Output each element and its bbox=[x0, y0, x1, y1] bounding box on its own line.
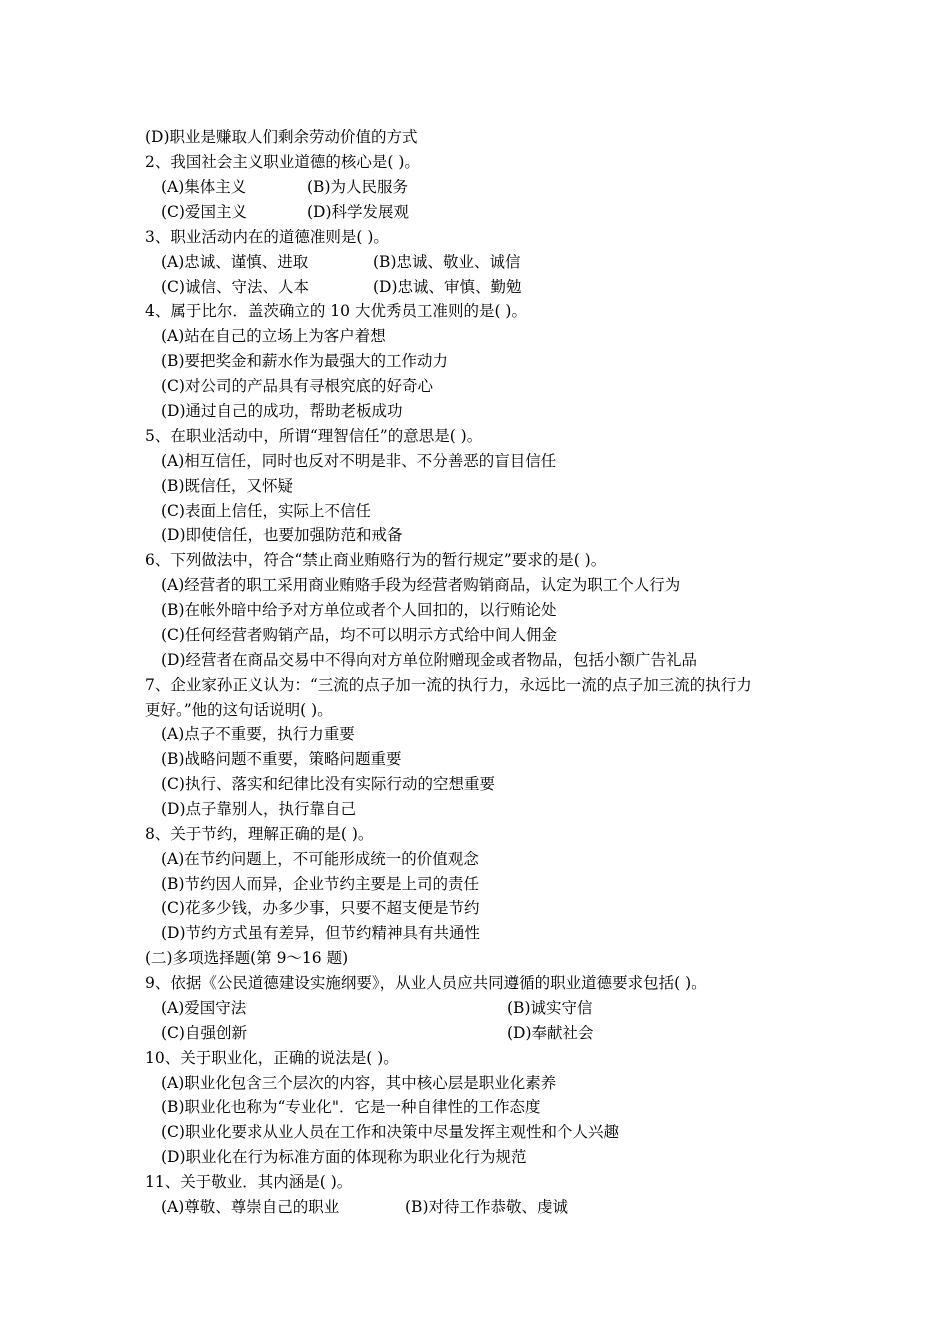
option-line: (B)要把奖金和薪水作为最强大的工作动力 bbox=[161, 352, 448, 370]
option-line: (D)经营者在商品交易中不得向对方单位附赠现金或者物品，包括小额广告礼品 bbox=[161, 651, 698, 669]
option-line: (D)忠诚、审慎、勤勉 bbox=[373, 278, 522, 296]
option-line: (D)通过自己的成功，帮助老板成功 bbox=[161, 402, 403, 420]
option-line: (D)节约方式虽有差异，但节约精神具有共通性 bbox=[161, 924, 481, 942]
question-line: 11、关于敬业．其内涵是( )。 bbox=[145, 1173, 353, 1191]
option-line: (D)奉献社会 bbox=[507, 1024, 594, 1042]
option-line: (D)即使信任，也要加强防范和戒备 bbox=[161, 526, 403, 544]
question-line: 3、职业活动内在的道德准则是( )。 bbox=[145, 228, 389, 246]
option-line: (C)爱国主义 bbox=[161, 203, 247, 221]
option-line: (D)点子靠别人，执行靠自己 bbox=[161, 800, 357, 818]
option-line: (C)职业化要求从业人员在工作和决策中尽量发挥主观性和个人兴趣 bbox=[161, 1123, 619, 1141]
section-heading: (二)多项选择题(第 9～16 题) bbox=[145, 949, 349, 967]
option-line: (B)节约因人而异，企业节约主要是上司的责任 bbox=[161, 875, 479, 893]
option-line: (D)职业是赚取人们剩余劳动价值的方式 bbox=[145, 128, 418, 146]
question-line: 6、下列做法中，符合“禁止商业贿赂行为的暂行规定”要求的是( )。 bbox=[145, 551, 607, 569]
option-line: (A)尊敬、尊崇自己的职业 bbox=[161, 1198, 340, 1216]
option-line: (A)相互信任，同时也反对不明是非、不分善恶的盲目信任 bbox=[161, 452, 557, 470]
option-line: (C)表面上信任，实际上不信任 bbox=[161, 502, 371, 520]
question-line: 4、属于比尔．盖茨确立的 10 大优秀员工准则的是( )。 bbox=[145, 302, 527, 320]
option-line: (B)对待工作恭敬、虔诚 bbox=[405, 1198, 568, 1216]
question-line: 更好。”他的这句话说明( )。 bbox=[145, 701, 333, 719]
question-line: 7、企业家孙正义认为：“三流的点子加一流的执行力，永远比一流的点子加三流的执行力 bbox=[145, 676, 752, 694]
option-line: (A)站在自己的立场上为客户着想 bbox=[161, 327, 386, 345]
option-line: (B)战略问题不重要，策略问题重要 bbox=[161, 750, 402, 768]
option-line: (B)职业化也称为“专业化"．它是一种自律性的工作态度 bbox=[161, 1098, 541, 1116]
option-line: (D)科学发展观 bbox=[307, 203, 410, 221]
option-line: (B)忠诚、敬业、诚信 bbox=[373, 253, 521, 271]
option-line: (C)任何经营者购销产品，均不可以明示方式给中间人佣金 bbox=[161, 626, 557, 644]
question-line: 10、关于职业化，正确的说法是( )。 bbox=[145, 1049, 399, 1067]
option-line: (A)点子不重要，执行力重要 bbox=[161, 725, 355, 743]
option-line: (C)诚信、守法、人本 bbox=[161, 278, 309, 296]
option-line: (B)在帐外暗中给予对方单位或者个人回扣的，以行贿论处 bbox=[161, 601, 557, 619]
option-line: (A)爱国守法 bbox=[161, 999, 247, 1017]
option-line: (A)集体主义 bbox=[161, 178, 247, 196]
option-line: (C)对公司的产品具有寻根究底的好奇心 bbox=[161, 377, 433, 395]
option-line: (C)花多少钱，办多少事，只要不超支便是节约 bbox=[161, 899, 480, 917]
option-line: (A)职业化包含三个层次的内容，其中核心层是职业化素养 bbox=[161, 1074, 557, 1092]
option-line: (B)诚实守信 bbox=[507, 999, 593, 1017]
question-line: 9、依据《公民道德建设实施纲要》，从业人员应共同遵循的职业道德要求包括( )。 bbox=[145, 974, 707, 992]
option-line: (B)为人民服务 bbox=[307, 178, 408, 196]
option-line: (A)经营者的职工采用商业贿赂手段为经营者购销商品，认定为职工个人行为 bbox=[161, 576, 681, 594]
option-line: (A)忠诚、谨慎、进取 bbox=[161, 253, 309, 271]
option-line: (C)自强创新 bbox=[161, 1024, 247, 1042]
question-line: 8、关于节约，理解正确的是( )。 bbox=[145, 825, 374, 843]
question-line: 5、在职业活动中，所谓“理智信任”的意思是( )。 bbox=[145, 427, 483, 445]
option-line: (A)在节约问题上，不可能形成统一的价值观念 bbox=[161, 850, 479, 868]
option-line: (C)执行、落实和纪律比没有实际行动的空想重要 bbox=[161, 775, 495, 793]
question-line: 2、我国社会主义职业道德的核心是( )。 bbox=[145, 153, 420, 171]
option-line: (D)职业化在行为标准方面的体现称为职业化行为规范 bbox=[161, 1148, 527, 1166]
option-line: (B)既信任，又怀疑 bbox=[161, 477, 293, 495]
